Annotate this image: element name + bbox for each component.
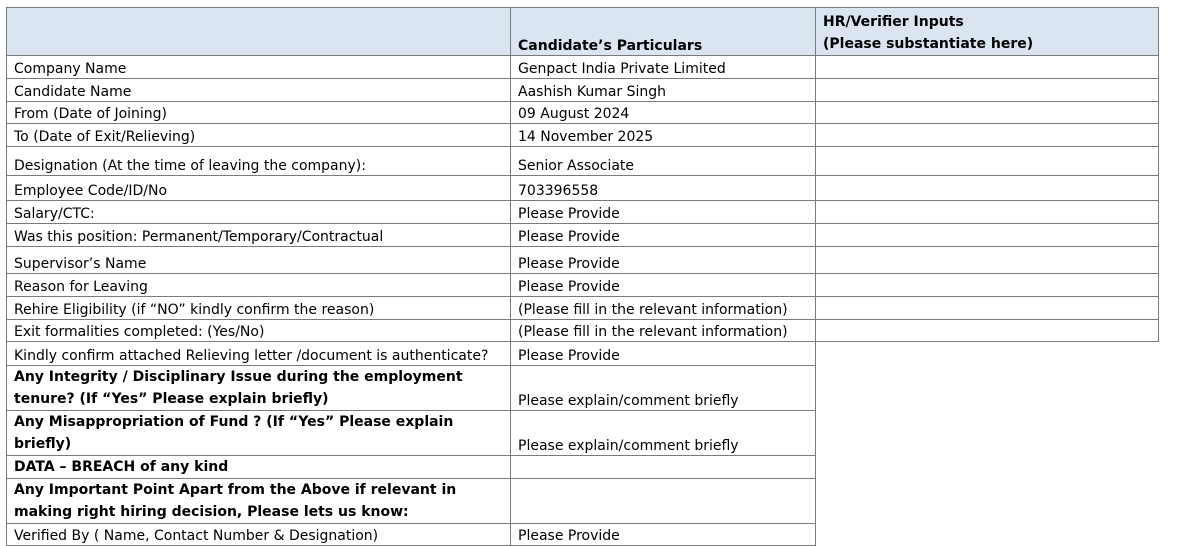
row-value: Please explain/comment briefly bbox=[511, 366, 816, 411]
row-value: Please Provide bbox=[511, 274, 816, 297]
row-label: Any Misappropriation of Fund ? (If “Yes” Please explain briefly) bbox=[7, 411, 511, 456]
table-row bbox=[7, 297, 1159, 320]
header-hr-line1: HR/Verifier Inputs bbox=[823, 14, 964, 30]
row-value bbox=[511, 456, 816, 479]
hr-input-cell[interactable] bbox=[816, 201, 1159, 224]
hr-input-cell[interactable] bbox=[816, 247, 1159, 274]
empty-cell bbox=[816, 366, 1159, 411]
hr-input-cell[interactable] bbox=[816, 176, 1159, 201]
row-label: Any Integrity / Disciplinary Issue during the employment tenure? (If “Yes” Please explain briefly) bbox=[7, 366, 511, 411]
hr-input-cell[interactable] bbox=[816, 147, 1159, 176]
empty-cell bbox=[816, 479, 1159, 524]
row-label: Employee Code/ID/No bbox=[7, 176, 511, 201]
table-row bbox=[7, 176, 1159, 201]
row-label: Exit formalities completed: (Yes/No) bbox=[7, 320, 511, 342]
row-value: 09 August 2024 bbox=[511, 102, 816, 124]
row-value: 703396558 bbox=[511, 176, 816, 201]
row-label: Designation (At the time of leaving the company): bbox=[7, 147, 511, 176]
row-value: Genpact India Private Limited bbox=[511, 56, 816, 79]
row-value: (Please fill in the relevant information) bbox=[511, 320, 816, 342]
row-value: Please Provide bbox=[511, 524, 816, 546]
hr-input-cell[interactable] bbox=[816, 224, 1159, 247]
row-label: Kindly confirm attached Relieving letter /document is authenticate? bbox=[7, 342, 511, 366]
row-label: Candidate Name bbox=[7, 79, 511, 102]
row-label: Any Important Point Apart from the Above if relevant in making right hiring decision, Please lets us know: bbox=[7, 479, 511, 524]
row-label: Supervisor’s Name bbox=[7, 247, 511, 274]
row-value: Please Provide bbox=[511, 342, 816, 366]
verification-table bbox=[6, 7, 1159, 546]
table-row bbox=[7, 247, 1159, 274]
row-value: Aashish Kumar Singh bbox=[511, 79, 816, 102]
row-label: Company Name bbox=[7, 56, 511, 79]
table-row bbox=[7, 56, 1159, 79]
header-blank-cell bbox=[7, 8, 511, 56]
row-value: Please explain/comment briefly bbox=[511, 411, 816, 456]
table-row bbox=[7, 479, 1159, 524]
table-row bbox=[7, 320, 1159, 342]
hr-input-cell[interactable] bbox=[816, 124, 1159, 147]
row-value: Please Provide bbox=[511, 201, 816, 224]
table-row bbox=[7, 201, 1159, 224]
hr-input-cell[interactable] bbox=[816, 56, 1159, 79]
header-row bbox=[7, 8, 1159, 56]
table-row bbox=[7, 524, 1159, 546]
table-row bbox=[7, 411, 1159, 456]
row-value: Please Provide bbox=[511, 224, 816, 247]
row-label: Was this position: Permanent/Temporary/Contractual bbox=[7, 224, 511, 247]
row-label: Verified By ( Name, Contact Number & Designation) bbox=[7, 524, 511, 546]
table-row bbox=[7, 147, 1159, 176]
empty-cell bbox=[816, 524, 1159, 546]
table-row bbox=[7, 274, 1159, 297]
row-value: 14 November 2025 bbox=[511, 124, 816, 147]
table-row bbox=[7, 366, 1159, 411]
hr-input-cell[interactable] bbox=[816, 79, 1159, 102]
table-row bbox=[7, 224, 1159, 247]
row-label: Salary/CTC: bbox=[7, 201, 511, 224]
row-value bbox=[511, 479, 816, 524]
hr-input-cell[interactable] bbox=[816, 274, 1159, 297]
table-row bbox=[7, 79, 1159, 102]
row-value: (Please fill in the relevant information) bbox=[511, 297, 816, 320]
empty-cell bbox=[816, 342, 1159, 366]
header-particulars: Candidate’s Particulars bbox=[511, 8, 816, 56]
hr-input-cell[interactable] bbox=[816, 320, 1159, 342]
table-row bbox=[7, 456, 1159, 479]
row-label: Rehire Eligibility (if “NO” kindly confirm the reason) bbox=[7, 297, 511, 320]
row-value: Senior Associate bbox=[511, 147, 816, 176]
header-hr-inputs bbox=[816, 8, 1159, 56]
empty-cell bbox=[816, 456, 1159, 479]
row-label: DATA – BREACH of any kind bbox=[7, 456, 511, 479]
table-row bbox=[7, 342, 1159, 366]
header-hr-line2: (Please substantiate here) bbox=[823, 36, 1034, 52]
row-value: Please Provide bbox=[511, 247, 816, 274]
row-label: Reason for Leaving bbox=[7, 274, 511, 297]
table-row bbox=[7, 102, 1159, 124]
hr-input-cell[interactable] bbox=[816, 102, 1159, 124]
hr-input-cell[interactable] bbox=[816, 297, 1159, 320]
row-label: From (Date of Joining) bbox=[7, 102, 511, 124]
row-label: To (Date of Exit/Relieving) bbox=[7, 124, 511, 147]
empty-cell bbox=[816, 411, 1159, 456]
table-row bbox=[7, 124, 1159, 147]
